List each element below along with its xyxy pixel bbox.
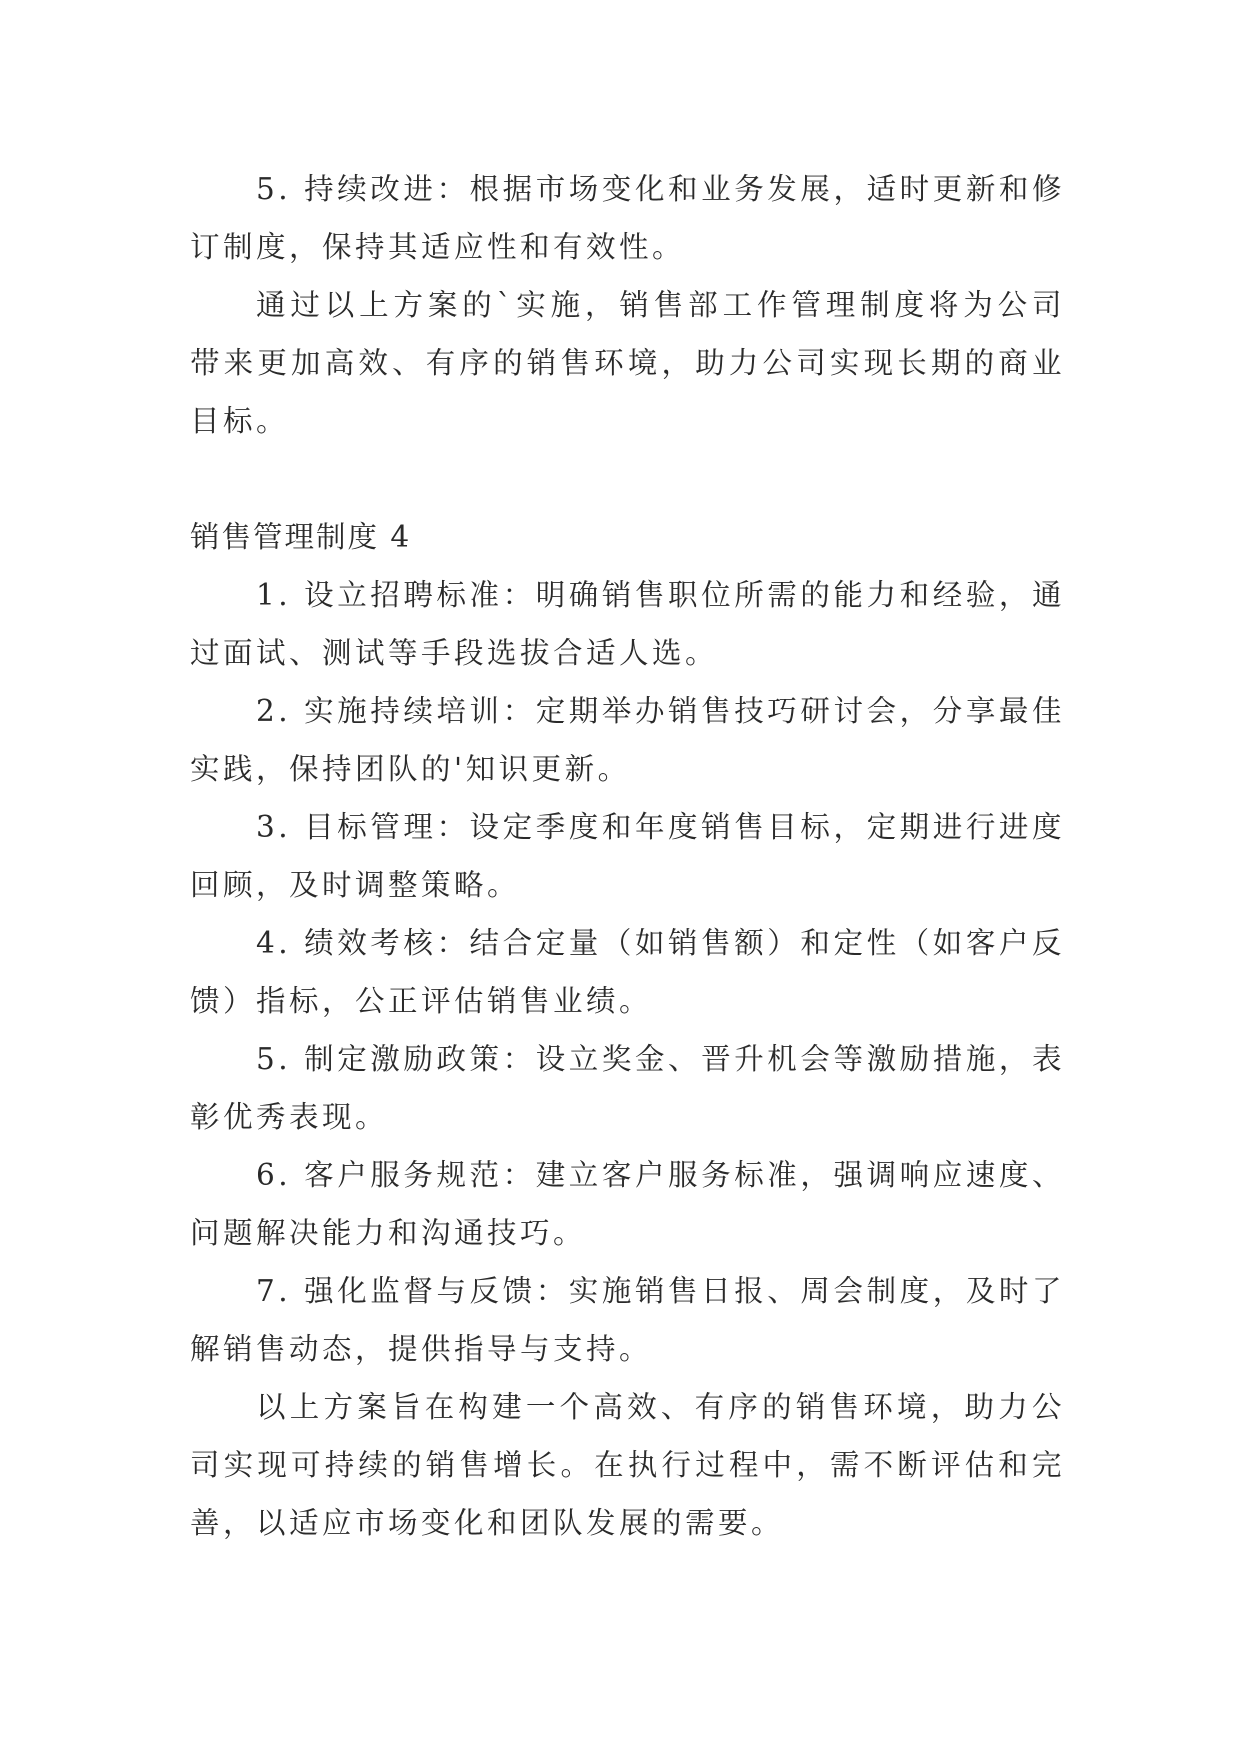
- paragraph-continuous-improvement: 5. 持续改进：根据市场变化和业务发展，适时更新和修订制度，保持其适应性和有效性。: [190, 172, 1065, 264]
- paragraph-performance-review: 4. 绩效考核：结合定量（如销售额）和定性（如客户反馈）指标，公正评估销售业绩。: [190, 926, 1065, 1018]
- paragraph-incentive-policy: 5. 制定激励政策：设立奖金、晋升机会等激励措施，表彰优秀表现。: [190, 1042, 1065, 1134]
- document-body: [190, 160, 1065, 1552]
- paragraph-recruitment: 1. 设立招聘标准：明确销售职位所需的能力和经验，通过面试、测试等手段选拔合适人选。: [190, 578, 1065, 670]
- paragraph-target-management: 3. 目标管理：设定季度和年度销售目标，定期进行进度回顾，及时调整策略。: [190, 810, 1065, 902]
- paragraph-prev-conclusion: 通过以上方案的`实施，销售部工作管理制度将为公司带来更加高效、有序的销售环境，助力公司实现长期的商业目标。: [190, 288, 1065, 438]
- paragraph-supervision-feedback: 7. 强化监督与反馈：实施销售日报、周会制度，及时了解销售动态，提供指导与支持。: [190, 1274, 1065, 1366]
- section-spacer: [190, 450, 1065, 508]
- paragraph-conclusion: 以上方案旨在构建一个高效、有序的销售环境，助力公司实现可持续的销售增长。在执行过程中，需不断评估和完善，以适应市场变化和团队发展的需要。: [190, 1390, 1065, 1540]
- section-heading: 销售管理制度 4: [190, 520, 412, 554]
- paragraph-training: 2. 实施持续培训：定期举办销售技巧研讨会，分享最佳实践，保持团队的'知识更新。: [190, 694, 1065, 786]
- paragraph-customer-service: 6. 客户服务规范：建立客户服务标准，强调响应速度、问题解决能力和沟通技巧。: [190, 1158, 1065, 1250]
